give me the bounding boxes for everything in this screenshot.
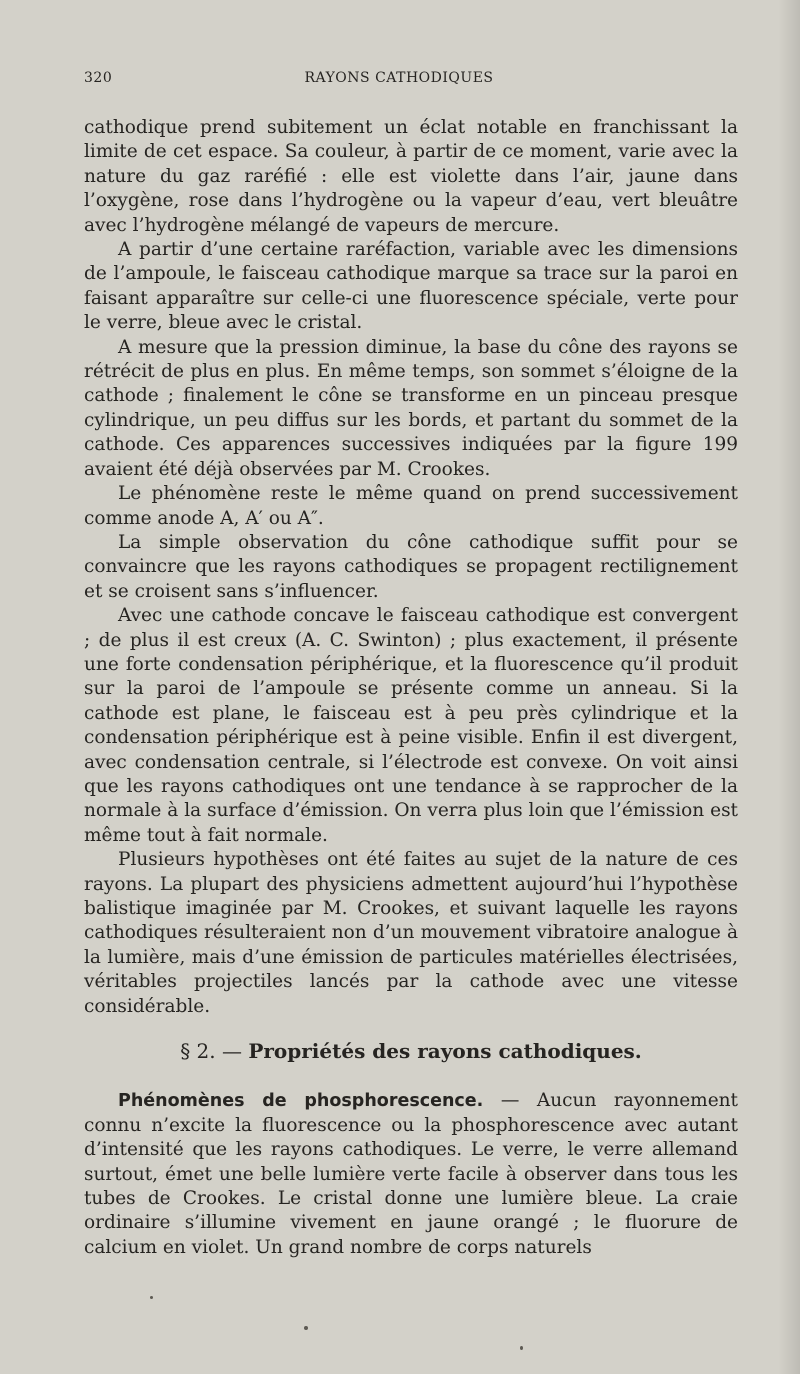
page-edge-shadow bbox=[778, 0, 800, 1374]
paragraph-3: A mesure que la pression diminue, la base du cône des rayons se rétrécit de plus en plus. En même temps, son sommet s’éloigne de la cathode ; finalement le cône se transforme en un pinceau presque cylindrique, un peu diffus sur les bords, et partant du sommet de la cathode. Ces apparences successives indiquées par la figure 199 avaient été déjà observées par M. Crookes. bbox=[84, 336, 738, 480]
paragraph-8 bbox=[84, 1089, 738, 1260]
print-speck bbox=[304, 1326, 308, 1330]
section-number: § 2. — bbox=[180, 1039, 242, 1064]
paragraph-2: A partir d’une certaine raréfaction, variable avec les dimensions de l’ampoule, le faisceau cathodique marque sa trace sur la paroi en faisant apparaître sur celle-ci une fluorescence spéciale, verte pour le verre, bleue avec le cristal. bbox=[84, 239, 738, 334]
print-speck bbox=[150, 1296, 153, 1299]
paragraph-5: La simple observation du cône cathodique suffit pour se convaincre que les rayons cathodiques se propagent rectilignement et se croisent sans s’influencer. bbox=[84, 531, 738, 602]
paragraph-4: Le phénomène reste le même quand on prend successivement comme anode A, A′ ou A″. bbox=[84, 483, 738, 529]
paragraph-1: cathodique prend subitement un éclat notable en franchissant la limite de cet espace. Sa couleur, à partir de ce moment, varie avec la nature du gaz raréfié : elle est violette dans l’air, jaune dans l’oxygène, rose dans l’hydrogène ou la vapeur d’eau, vert bleuâtre avec l’hydrogène mélangé de vapeurs de mercure. bbox=[84, 117, 738, 236]
section-heading bbox=[84, 1039, 738, 1063]
running-head bbox=[84, 70, 738, 96]
body-text bbox=[84, 116, 738, 1260]
running-title: RAYONS CATHODIQUES bbox=[304, 70, 494, 86]
paragraph-6: Avec une cathode concave le faisceau cathodique est convergent ; de plus il est creux (A. C. Swinton) ; plus exactement, il présente une forte condensation périphérique, et la fluorescence qu’il produit sur la paroi de l’ampoule se présente comme un anneau. Si la cathode est plane, le faisceau est à peu près cylindrique et la condensation périphérique est à peine visible. Enfin il est divergent, avec condensation centrale, si l’électrode est convexe. On voit ainsi que les rayons cathodiques ont une tendance à se rapprocher de la normale à la surface d’émission. On verra plus loin que l’émission est même tout à fait normale. bbox=[84, 605, 738, 846]
page-number: 320 bbox=[84, 70, 113, 86]
print-speck bbox=[520, 1346, 523, 1350]
section-title: Propriétés des rayons cathodiques. bbox=[248, 1039, 642, 1064]
paragraph-8-text: — Aucun rayonnement connu n’excite la fluorescence ou la phosphorescence avec autant d’intensité que les rayons cathodiques. Le verre, le verre allemand surtout, émet une belle lumière verte facile à observer dans tous les tubes de Crookes. Le cristal donne une lumière bleue. La craie ordinaire s’illumine vivement en jaune orangé ; le fluorure de calcium en violet. Un grand nombre de corps naturels bbox=[84, 1090, 738, 1258]
paragraph-7: Plusieurs hypothèses ont été faites au sujet de la nature de ces rayons. La plupart des physiciens admettent aujourd’hui l’hypothèse balistique imaginée par M. Crookes, et suivant laquelle les rayons cathodiques résulteraient non d’un mouvement vibratoire analogue à la lumière, mais d’une émission de particules matérielles électrisées, véritables projectiles lancés par la cathode avec une vitesse considérable. bbox=[84, 849, 738, 1017]
paragraph-subheading: Phénomènes de phosphorescence. bbox=[118, 1091, 484, 1112]
